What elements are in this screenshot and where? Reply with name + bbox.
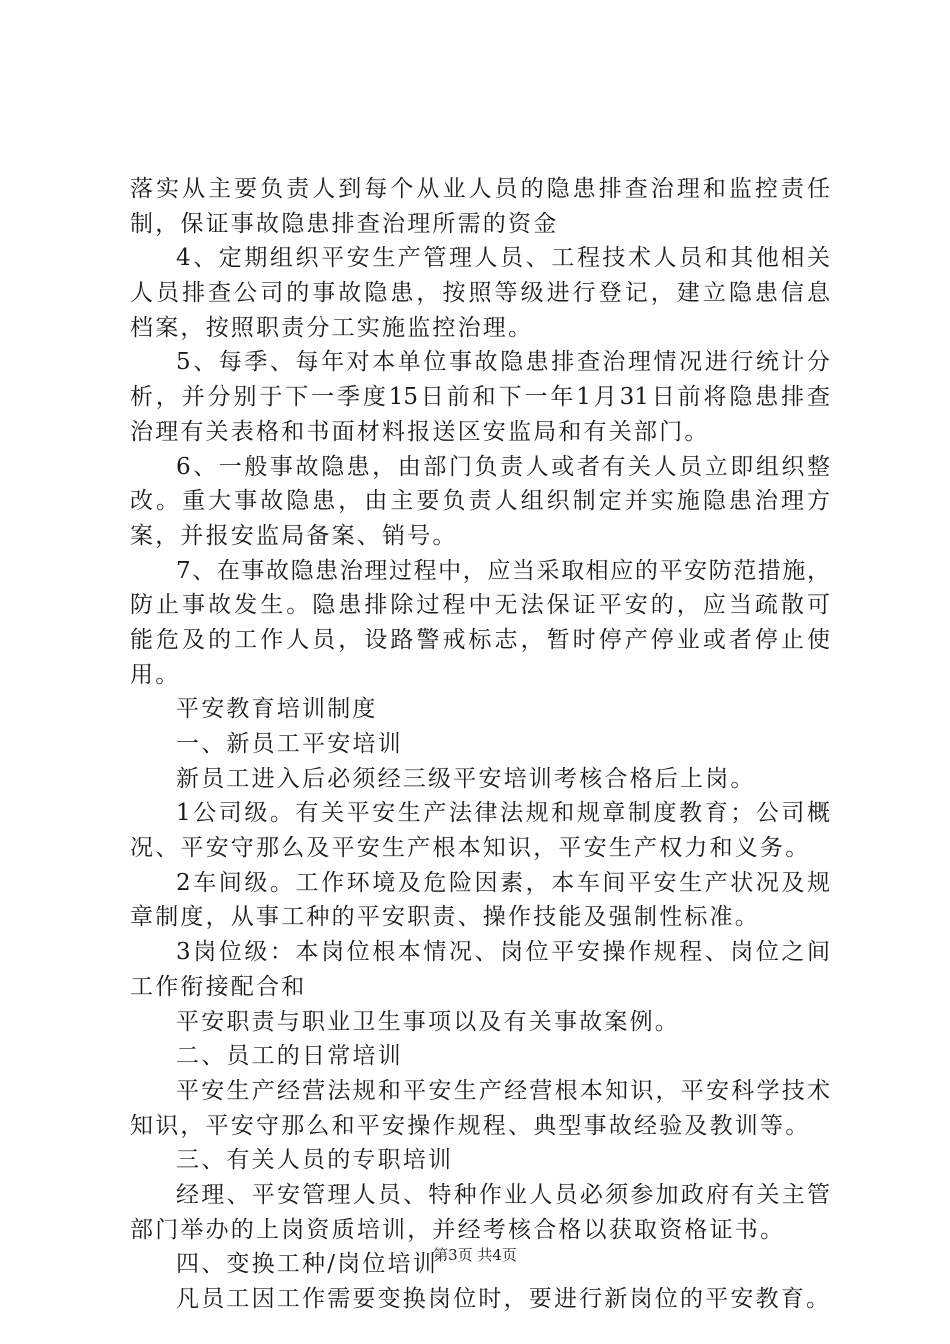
- text-line: 1公司级。有关平安生产法律法规和规章制度教育；公司概: [176, 800, 830, 827]
- text-line: 析，并分别于下一季度15日前和下一年1月31日前将隐患排查: [130, 384, 830, 411]
- document-body: [130, 172, 830, 1317]
- text-line: 二、员工的日常培训: [176, 1043, 403, 1070]
- text-line: 5、每季、每年对本单位事故隐患排查治理情况进行统计分: [176, 349, 830, 376]
- text-line: 况、平安守那么及平安生产根本知识，平安生产权力和义务。: [130, 835, 811, 862]
- text-line: 档案，按照职责分工实施监控治理。: [130, 314, 534, 341]
- text-line: 部门举办的上岗资质培训，并经考核合格以获取资格证书。: [130, 1216, 786, 1243]
- text-line: 知识，平安守那么和平安操作规程、典型事故经验及教训等。: [130, 1112, 811, 1139]
- text-line: 三、有关人员的专职培训: [176, 1147, 454, 1174]
- text-line: 平安职责与职业卫生事项以及有关事故案例。: [176, 1008, 680, 1035]
- text-line: 6、一般事故隐患，由部门负责人或者有关人员立即组织整: [176, 453, 830, 480]
- text-line: 7、在事故隐患治理过程中，应当采取相应的平安防范措施，: [176, 557, 830, 584]
- text-line: 章制度，从事工种的平安职责、操作技能及强制性标准。: [130, 904, 760, 931]
- text-line: 平安教育培训制度: [176, 696, 378, 723]
- text-line: 人员排查公司的事故隐患，按照等级进行登记，建立隐患信息: [130, 280, 830, 307]
- text-line: 新员工进入后必须经三级平安培训考核合格后上岗。: [176, 765, 756, 792]
- text-line: 4、定期组织平安生产管理人员、工程技术人员和其他相关: [176, 245, 830, 272]
- page-footer: 第3页 共4页: [433, 1246, 517, 1264]
- text-line: 治理有关表格和书面材料报送区安监局和有关部门。: [130, 418, 710, 445]
- text-line: 工作衔接配合和: [130, 973, 307, 1000]
- text-line: 改。重大事故隐患，由主要负责人组织制定并实施隐患治理方: [130, 488, 830, 515]
- text-line: 用。: [130, 661, 181, 688]
- text-line: 制，保证事故隐患排查治理所需的资金: [130, 210, 559, 237]
- text-line: 落实从主要负责人到每个从业人员的隐患排查治理和监控责任: [130, 176, 830, 202]
- text-line: 3岗位级：本岗位根本情况、岗位平安操作规程、岗位之间: [176, 939, 830, 966]
- text-line: 案，并报安监局备案、销号。: [130, 522, 458, 549]
- text-line: 一、新员工平安培训: [176, 731, 403, 757]
- text-line: 平安生产经营法规和平安生产经营根本知识，平安科学技术: [176, 1077, 830, 1104]
- text-line: 2车间级。工作环境及危险因素，本车间平安生产状况及规: [176, 869, 830, 896]
- text-line: 经理、平安管理人员、特种作业人员必须参加政府有关主管: [176, 1181, 830, 1208]
- text-line: 四、变换工种/岗位培训: [176, 1251, 438, 1278]
- text-line: 凡员工因工作需要变换岗位时，要进行新岗位的平安教育。: [176, 1286, 832, 1312]
- text-line: 防止事故发生。隐患排除过程中无法保证平安的，应当疏散可: [130, 592, 830, 619]
- text-line: 能危及的工作人员，设路警戒标志，暂时停产停业或者停止使: [130, 626, 830, 653]
